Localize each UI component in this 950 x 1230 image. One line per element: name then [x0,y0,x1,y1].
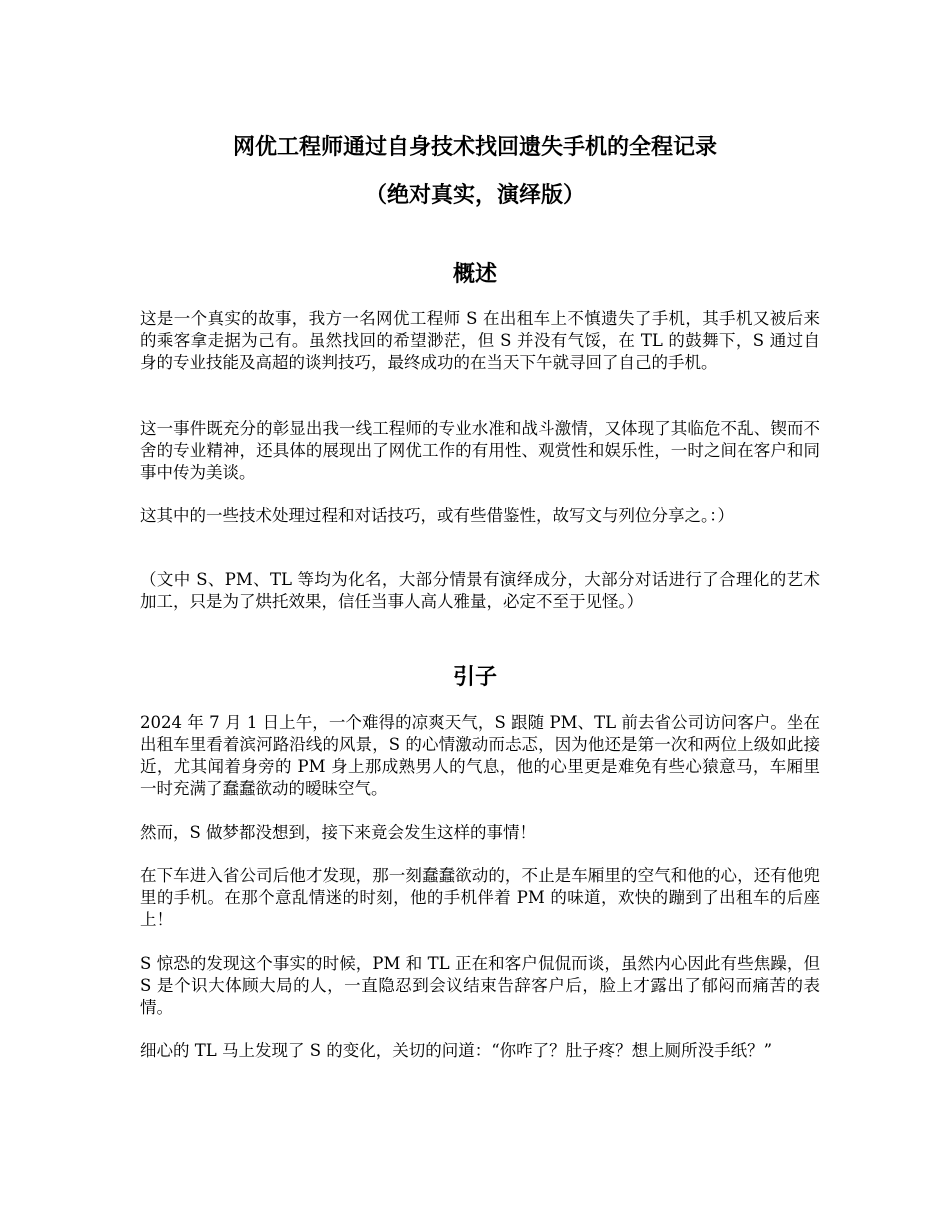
intro-paragraph: 细心的 TL 马上发现了 S 的变化，关切的问道：“你咋了？肚子疼？想上厕所没手纸？” [140,1041,773,1060]
overview-paragraph: 这其中的一些技术处理过程和对话技巧，或有些借鉴性，故写文与列位分享之。：） [140,506,734,525]
document-title: 网优工程师通过自身技术找回遗失手机的全程记录 [232,134,717,160]
intro-paragraph: S 惊恐的发现这个事实的时候，PM 和 TL 正在和客户侃侃而谈，虽然内心因此有些焦躁，但 S 是个识大体顾大局的人，一直隐忍到会议结束告辞客户后，脸上才露出了郁闷而痛苦的表情。 [140,954,820,1017]
overview-note-paragraph: （文中 S、PM、TL 等均为化名，大部分情景有演绎成分，大部分对话进行了合理化的艺术加工，只是为了烘托效果，信任当事人高人雅量，必定不至于见怪。） [140,570,820,611]
section-heading-overview: 概述 [452,261,497,287]
intro-paragraph: 然而，S 做梦都没想到，接下来竟会发生这样的事情！ [140,823,537,842]
intro-paragraph: 在下车进入省公司后他才发现，那一刻蠢蠢欲动的，不止是车厢里的空气和他的心，还有他兜里的手机。在那个意乱情迷的时刻，他的手机伴着 PM 的味道，欢快的蹦到了出租车的后座上！ [140,866,820,929]
intro-paragraph: 2024 年 7 月 1 日上午，一个难得的凉爽天气，S 跟随 PM、TL 前去省公司访问客户。坐在出租车里看着滨河路沿线的风景，S 的心情激动而忐忑，因为他还是第一次和两位上级如此接近，尤其闻着身旁的 PM 身上那成熟男人的气息，他的心里更是难免有些心猿意马，车厢里一时充满了蠢蠢欲动的暧昧空气。 [140,713,820,798]
document-subtitle: （绝对真实，演绎版） [364,182,585,208]
overview-paragraph: 这一事件既充分的彰显出我一线工程师的专业水准和战斗激情，又体现了其临危不乱、锲而不舍的专业精神，还具体的展现出了网优工作的有用性、观赏性和娱乐性，一时之间在客户和同事中传为美谈。 [140,419,820,482]
overview-paragraph: 这是一个真实的故事，我方一名网优工程师 S 在出租车上不慎遗失了手机，其手机又被后来的乘客拿走据为己有。虽然找回的希望渺茫，但 S 并没有气馁，在 TL 的鼓舞下，S 通过自身的专业技能及高超的谈判技巧，最终成功的在当天下午就寻回了自己的手机。 [140,309,820,372]
section-heading-intro: 引子 [452,664,497,690]
